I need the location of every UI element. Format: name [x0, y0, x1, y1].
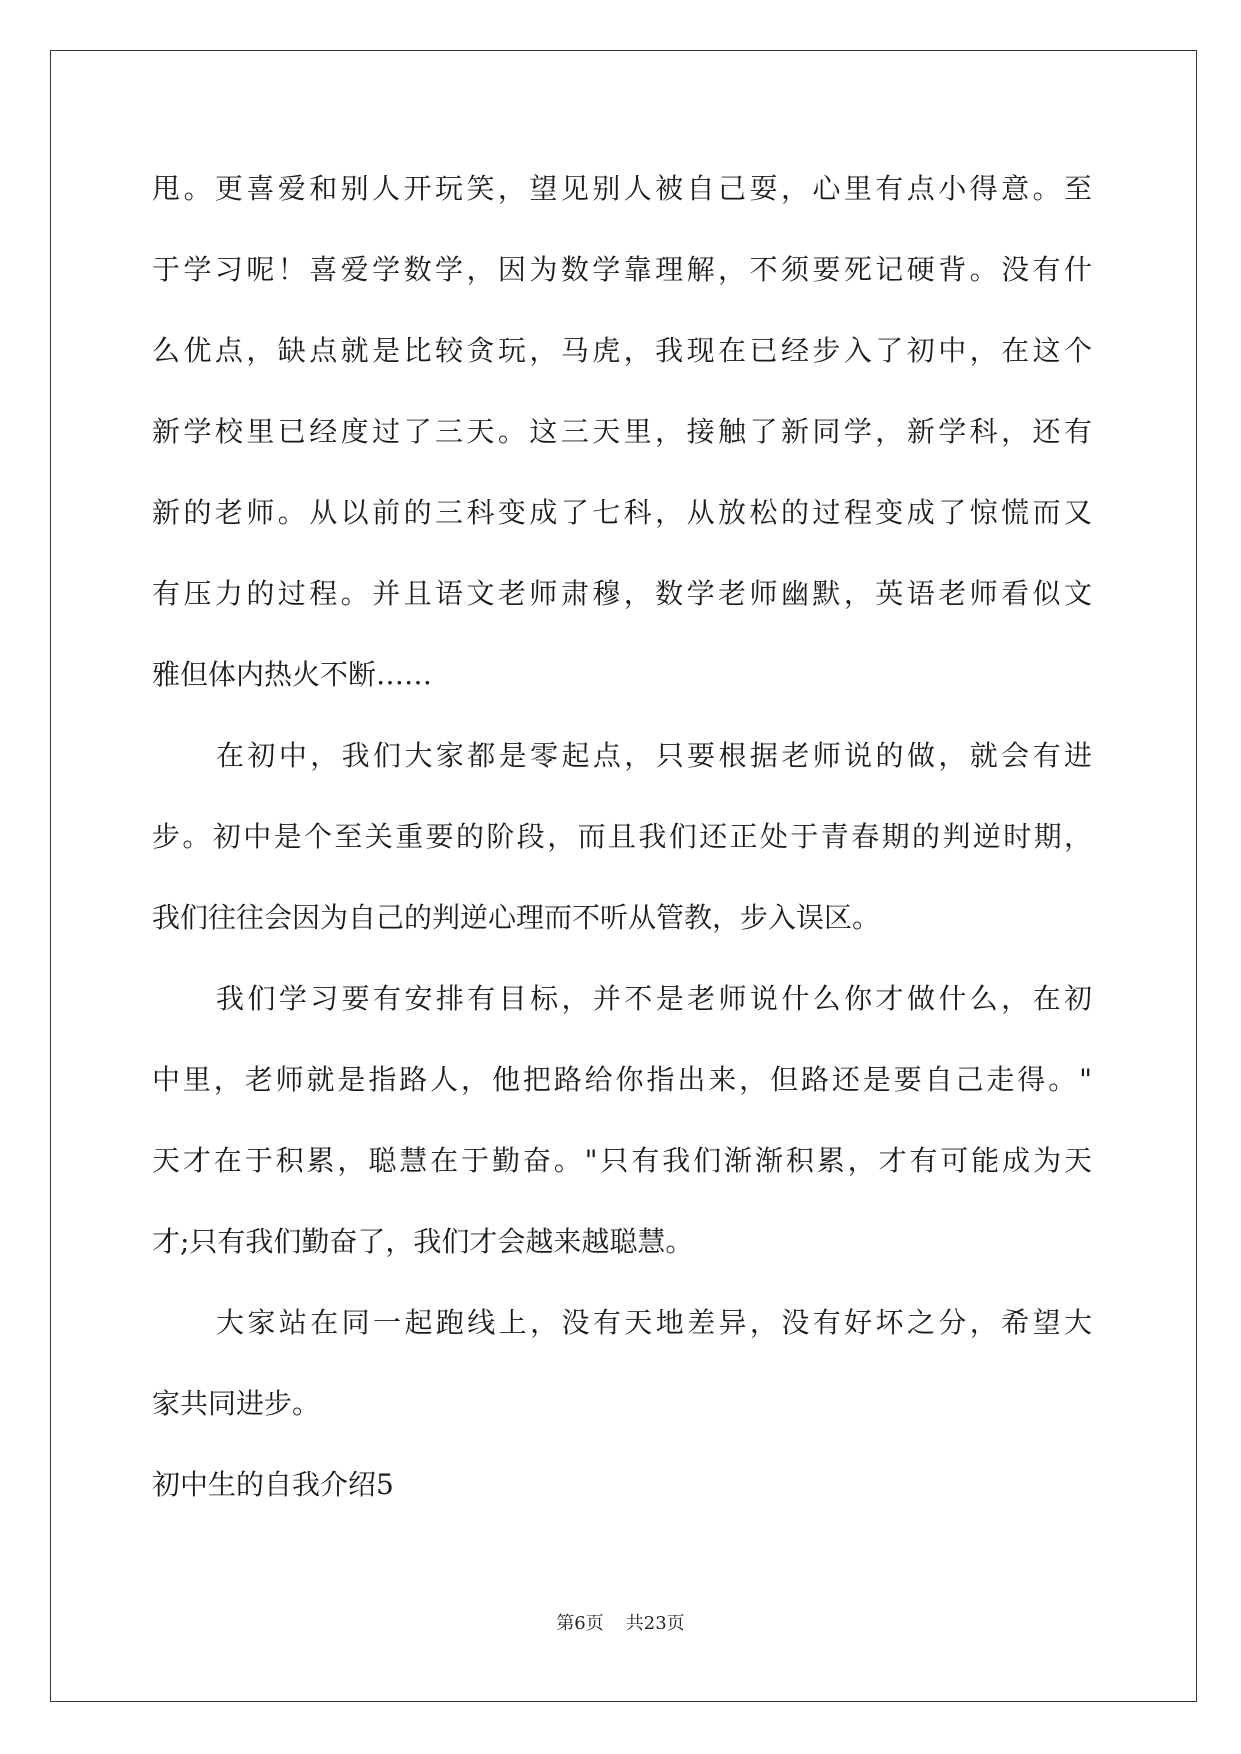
page-total: 共23页	[625, 1613, 685, 1634]
text-line: 大家站在同一起跑线上，没有天地差异，没有好坏之分，希望大	[216, 1306, 1092, 1339]
text-line: 我们往往会因为自己的判逆心理而不听从管教，步入误区。	[152, 901, 881, 934]
text-line: 有压力的过程。并且语文老师肃穆，数学老师幽默，英语老师看似文	[152, 577, 1092, 610]
page-number: 第6页	[556, 1613, 604, 1634]
page-footer	[0, 1609, 1241, 1635]
section-heading: 初中生的自我介绍5	[152, 1468, 394, 1501]
text-line: 中里，老师就是指路人，他把路给你指出来，但路还是要自己走得。"	[152, 1063, 1092, 1096]
text-line: 雅但体内热火不断……	[152, 658, 433, 691]
text-line: 于学习呢！喜爱学数学，因为数学靠理解，不须要死记硬背。没有什	[152, 253, 1092, 286]
text-line: 在初中，我们大家都是零起点，只要根据老师说的做，就会有进	[216, 739, 1092, 772]
text-line: 新的老师。从以前的三科变成了七科，从放松的过程变成了惊慌而又	[152, 496, 1092, 529]
document-body	[152, 148, 1092, 1525]
text-line: 步。初中是个至关重要的阶段，而且我们还正处于青春期的判逆时期，	[152, 820, 1092, 853]
text-line: 么优点，缺点就是比较贪玩，马虎，我现在已经步入了初中，在这个	[152, 334, 1092, 367]
text-line: 天才在于积累，聪慧在于勤奋。"只有我们渐渐积累，才有可能成为天	[152, 1144, 1092, 1177]
text-line: 甩。更喜爱和别人开玩笑，望见别人被自己耍，心里有点小得意。至	[152, 172, 1092, 205]
text-line: 家共同进步。	[152, 1387, 321, 1420]
text-line: 我们学习要有安排有目标，并不是老师说什么你才做什么，在初	[216, 982, 1092, 1015]
text-line: 新学校里已经度过了三天。这三天里，接触了新同学，新学科，还有	[152, 415, 1092, 448]
text-line: 才;只有我们勤奋了，我们才会越来越聪慧。	[152, 1225, 694, 1258]
